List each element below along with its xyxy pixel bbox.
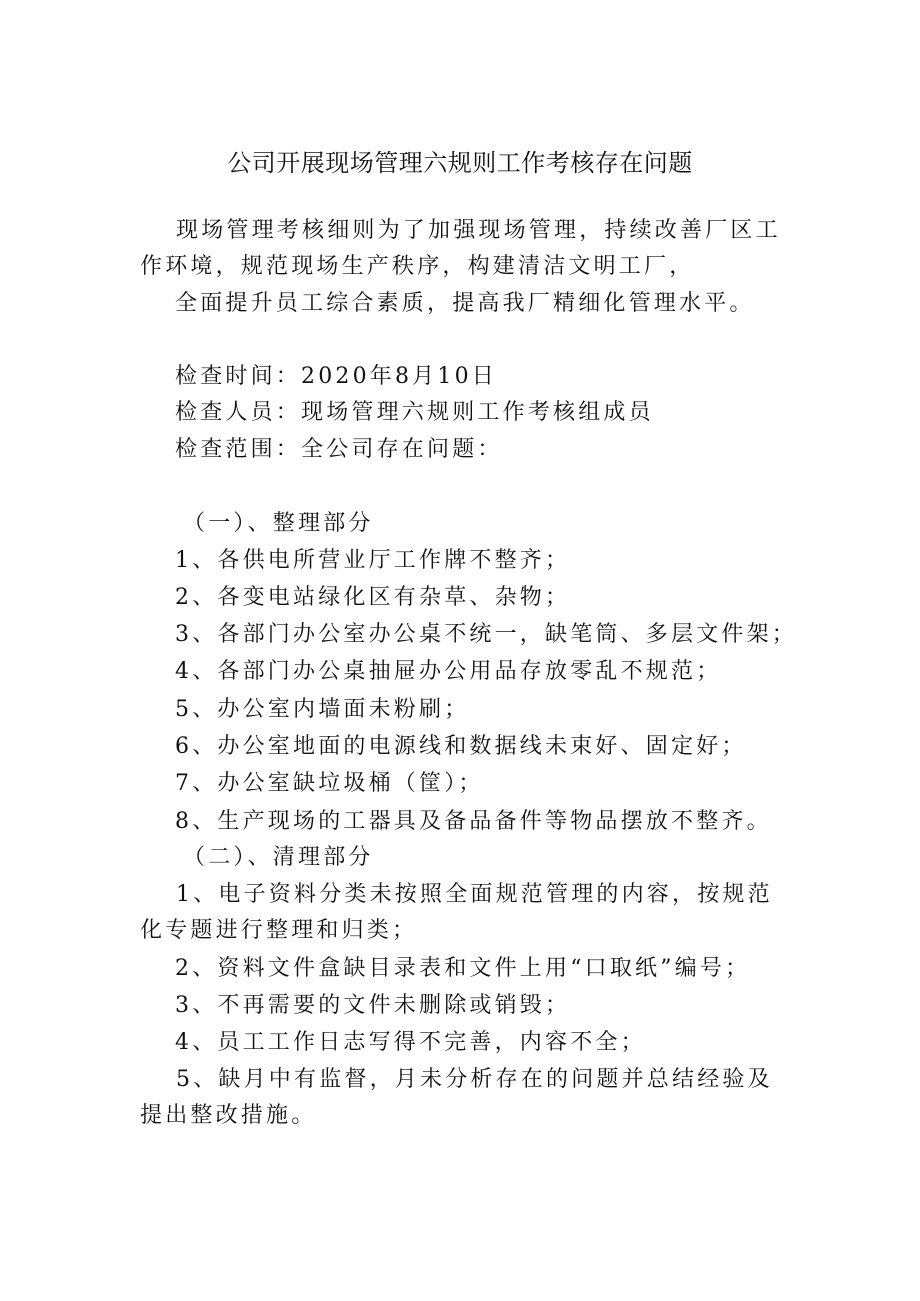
check-people: 检查人员：现场管理六规则工作考核组成员 [175,400,654,425]
check-scope: 检查范围：全公司存在问题： [175,437,503,462]
section-1-item: 2、各变电站绿化区有杂草、杂物； [175,585,571,610]
intro-paragraph-1: 现场管理考核细则为了加强现场管理，持续改善厂区工作环境，规范现场生产秩序，构建清洁文明工厂， [140,218,781,279]
section-2-item: 4、员工工作日志写得不完善，内容不全； [175,1030,646,1055]
section-2-item: 1、电子资料分类未按照全面规范管理的内容，按规范化专题进行整理和归类； [140,882,773,943]
section-2-item: 2、资料文件盒缺目录表和文件上用“口取纸”编号； [175,956,751,981]
section-2-item: 3、不再需要的文件未删除或销毁； [175,993,571,1018]
section-1-item: 3、各部门办公室办公桌不统一，缺笔筒、多层文件架； [175,622,797,647]
section-1-item: 8、生产现场的工器具及备品备件等物品摆放不整齐。 [175,809,772,834]
section-heading-2: （二）、清理部分 [183,845,374,870]
section-1-item: 7、办公室缺垃圾桶（筐）； [175,771,484,796]
section-1-item: 6、办公室地面的电源线和数据线未束好、固定好； [175,734,747,759]
section-1-item: 4、各部门办公桌抽屉办公用品存放零乱不规范； [175,659,722,684]
intro-paragraph-2: 全面提升员工综合素质，提高我厂精细化管理水平。 [175,291,755,316]
section-2-item: 5、缺月中有监督，月未分析存在的问题并总结经验及提出整改措施。 [140,1067,773,1128]
section-heading-1: （一）、整理部分 [183,511,374,536]
section-1-item: 1、各供电所营业厅工作牌不整齐； [175,548,571,573]
document-title: 公司开展现场管理六规则工作考核存在问题 [227,149,693,177]
check-time: 检查时间：2020年8月10日 [175,364,497,389]
section-1-item: 5、办公室内墙面未粉刷； [175,697,470,722]
